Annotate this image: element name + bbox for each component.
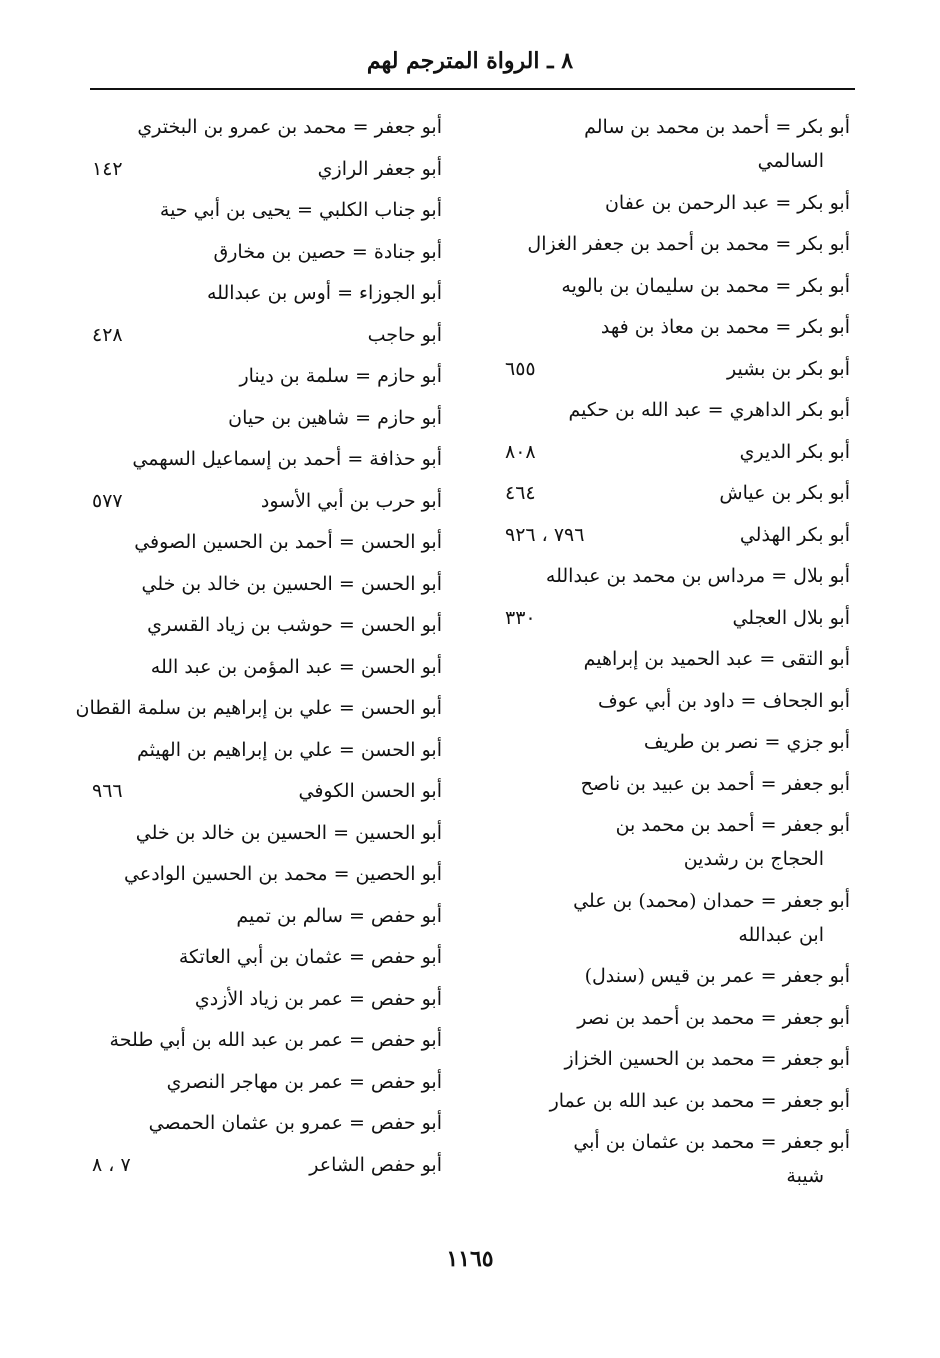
entry-name-text: أبو الحسن = علي بن إبراهيم بن الهيثم: [137, 738, 442, 761]
entry-name: [545, 435, 850, 469]
entry-name: [545, 808, 850, 876]
entry-name: [584, 518, 850, 552]
entry-name: [545, 310, 850, 344]
entry-name-text: أبو بكر = محمد بن معاذ بن فهد: [600, 316, 850, 338]
entry-name: [132, 359, 442, 393]
page-number: ١١٦٥: [446, 1246, 494, 1272]
entry-name-text: أبو الحصين = محمد بن الحسين الوادعي: [124, 863, 442, 885]
entry-name-text: أبو بكر = محمد بن سليمان بن بالويه: [561, 274, 850, 297]
entry-name-text: أبو بكر الهذلي: [739, 523, 850, 546]
entry-name-continuation: شيبة: [786, 1165, 824, 1187]
entry-name: [132, 899, 442, 933]
index-entry: [505, 393, 850, 427]
entry-name: [545, 1042, 850, 1076]
entry-name: [132, 650, 442, 684]
entry-pages: ٦٥٥: [505, 357, 536, 380]
index-entry: [92, 650, 442, 684]
entry-name-text: أبو بكر = عبد الرحمن بن عفان: [604, 191, 850, 214]
index-entry: [92, 899, 442, 933]
entry-name-text: أبو حفص = سالم بن تميم: [236, 904, 442, 927]
index-entry: [505, 642, 850, 676]
entry-name-text: أبو حفص = عمر بن زياد الأزدي: [194, 987, 442, 1010]
entry-name-text: أبو حفص = عثمان بن أبي العاتكة: [178, 946, 442, 968]
entry-name: [545, 1001, 850, 1035]
entry-name-text: أبو التقى = عبد الحميد بن إبراهيم: [583, 648, 850, 670]
entry-name-text: أبو جعفر = أحمد بن عبيد بن ناصح: [580, 772, 850, 795]
entry-name: [132, 1148, 442, 1182]
entry-name-text: أبو بكر = محمد بن أحمد بن جعفر الغزال: [527, 233, 850, 255]
entry-name: [545, 884, 850, 952]
index-entry: [505, 959, 850, 993]
index-entry: [92, 152, 442, 186]
entry-name-text: أبو حفص = عمر بن مهاجر النصري: [166, 1070, 442, 1093]
entry-name-text: أبو جعفر = محمد بن عثمان بن أبي: [573, 1131, 850, 1153]
entry-name-text: أبو الحسن الكوفي: [298, 780, 442, 802]
index-entry: [75, 691, 442, 725]
index-entry: [505, 884, 850, 952]
entry-pages: ٩٦٦: [92, 780, 123, 802]
entry-name: [132, 110, 442, 144]
entry-name-text: أبو الحسن = الحسين بن خالد بن خلي: [141, 572, 442, 595]
entry-name-text: أبو بلال العجلي: [732, 606, 850, 629]
entry-name: [132, 318, 442, 352]
index-entry: [92, 484, 442, 518]
entry-name: [132, 401, 442, 435]
entry-name-text: أبو جعفر = أحمد بن محمد بن: [615, 814, 850, 836]
entry-name-text: أبو جعفر = عمر بن قيس (سندل): [584, 965, 850, 987]
entry-name: [132, 276, 442, 310]
entry-name-continuation: السالمي: [757, 150, 824, 172]
index-entry: [505, 559, 850, 593]
index-entry: [92, 110, 442, 144]
index-entry: [505, 1042, 850, 1076]
left-column: [75, 110, 442, 1189]
entry-name: [132, 442, 442, 476]
index-entry: [505, 269, 850, 303]
entry-name-text: أبو الجوزاء = أوس بن عبدالله: [206, 282, 442, 304]
index-entry: [92, 442, 442, 476]
index-entry: [505, 767, 850, 801]
entry-name: [132, 567, 442, 601]
index-entry: [92, 733, 442, 767]
entry-name-text: أبو بكر الديري: [739, 440, 850, 463]
index-entry: [505, 310, 850, 344]
index-entry: [505, 601, 850, 635]
entry-name: [132, 982, 442, 1016]
entry-pages: ١٤٢: [92, 157, 123, 180]
right-column: [505, 110, 850, 1201]
entry-name-text: أبو حفص = عمر بن عبد الله بن أبي طلحة: [109, 1029, 442, 1051]
entry-name: [132, 940, 442, 974]
entry-name-text: أبو الجحاف = داود بن أبي عوف: [597, 689, 850, 712]
entry-name: [545, 642, 850, 676]
entry-name-text: أبو جعفر = حمدان (محمد) بن علي: [573, 889, 850, 912]
entry-name: [545, 725, 850, 759]
entry-name-text: أبو حفص الشاعر: [309, 1153, 442, 1176]
index-entry: [92, 1106, 442, 1140]
index-entry: [505, 110, 850, 178]
entry-name-text: أبو حازم = شاهين بن حيان: [228, 406, 442, 429]
entry-name-text: أبو جناب الكلبي = يحيى بن أبي حية: [159, 199, 442, 221]
entry-name: [545, 269, 850, 303]
entry-name-text: أبو بكر الداهري = عبد الله بن حكيم: [568, 399, 850, 421]
index-entry: [505, 476, 850, 510]
entry-pages: ٥٧٧: [92, 489, 123, 512]
entry-name-continuation: الحجاج بن رشدين: [683, 848, 824, 870]
entry-pages: ٤٢٨: [92, 323, 123, 346]
entry-name: [545, 959, 850, 993]
entry-name-text: أبو بكر بن بشير: [727, 357, 850, 380]
entry-name: [545, 110, 850, 178]
index-entry: [92, 940, 442, 974]
entry-name-text: أبو بكر = أحمد بن محمد بن سالم: [584, 116, 850, 138]
index-entry: [505, 684, 850, 718]
index-entry: [505, 518, 850, 552]
index-entry: [92, 193, 442, 227]
entry-pages: ٣٣٠: [505, 606, 536, 629]
entry-name-text: أبو جعفر = محمد بن عمرو بن البختري: [137, 116, 442, 138]
entry-name: [545, 393, 850, 427]
entry-name: [132, 1065, 442, 1099]
entry-name-text: أبو جعفر الرازي: [317, 157, 442, 180]
index-entry: [92, 1023, 442, 1057]
entry-name: [545, 601, 850, 635]
entry-pages: ٤٦٤: [505, 482, 536, 504]
index-entry: [92, 401, 442, 435]
entry-name: [545, 186, 850, 220]
entry-pages: ٧ ، ٨: [92, 1153, 131, 1176]
entry-name-text: أبو جعفر = محمد بن أحمد بن نصر: [577, 1006, 850, 1029]
entry-name-text: أبو جعفر = محمد بن الحسين الخزاز: [564, 1048, 850, 1070]
entry-name-text: أبو جزي = نصر بن طريف: [643, 731, 850, 753]
index-entry: [92, 774, 442, 808]
entry-name: [132, 774, 442, 808]
entry-name-text: أبو الحسن = علي بن إبراهيم بن سلمة القطان: [75, 697, 442, 719]
entry-name: [545, 476, 850, 510]
entry-name: [132, 152, 442, 186]
index-entry: [505, 808, 850, 876]
entry-name: [545, 352, 850, 386]
entry-name: [545, 767, 850, 801]
index-entry: [92, 1148, 442, 1182]
index-entry: [505, 1001, 850, 1035]
index-entry: [505, 725, 850, 759]
entry-name: [132, 608, 442, 642]
index-entry: [505, 1084, 850, 1118]
entry-name-text: أبو الحسين = الحسين بن خالد بن خلي: [135, 821, 442, 844]
entry-name-text: أبو جعفر = محمد بن عبد الله بن عمار: [549, 1089, 850, 1112]
index-entry: [92, 1065, 442, 1099]
entry-name-text: أبو حفص = عمرو بن عثمان الحمصي: [148, 1112, 442, 1134]
index-entry: [92, 567, 442, 601]
entry-name-continuation: ابن عبدالله: [738, 923, 824, 946]
entry-name: [545, 684, 850, 718]
index-entry: [92, 608, 442, 642]
index-entry: [92, 318, 442, 352]
entry-name: [527, 227, 850, 261]
entry-name-text: أبو الحسن = عبد المؤمن بن عبد الله: [150, 655, 442, 678]
index-entry: [505, 186, 850, 220]
index-entry: [92, 816, 442, 850]
entry-name: [132, 816, 442, 850]
entry-name-text: أبو جنادة = حصين بن مخارق: [213, 240, 442, 263]
index-entry: [505, 1125, 850, 1193]
index-entry: [92, 276, 442, 310]
entry-name: [132, 733, 442, 767]
index-entry: [505, 227, 850, 261]
entry-name: [545, 559, 850, 593]
entry-name: [132, 193, 442, 227]
index-entry: [505, 435, 850, 469]
entry-name: [545, 1125, 850, 1193]
index-entry: [92, 857, 442, 891]
entry-name: [545, 1084, 850, 1118]
entry-name: [132, 1106, 442, 1140]
entry-name: [76, 691, 442, 725]
entry-name: [132, 484, 442, 518]
entry-name-text: أبو الحسن = حوشب بن زياد القسري: [147, 614, 442, 636]
entry-name-text: أبو حازم = سلمة بن دينار: [239, 365, 442, 387]
index-entry: [505, 352, 850, 386]
entry-pages: ٧٩٦ ، ٩٢٦: [505, 523, 585, 546]
entry-name-text: أبو حذافة = أحمد بن إسماعيل السهمي: [132, 448, 442, 470]
entry-name-text: أبو بلال = مرداس بن محمد بن عبدالله: [545, 565, 850, 587]
entry-name-text: أبو حرب بن أبي الأسود: [260, 489, 442, 512]
entry-name-text: أبو الحسن = أحمد بن الحسين الصوفي: [134, 531, 442, 553]
entry-name-text: أبو بكر بن عياش: [719, 482, 850, 504]
index-entry: [92, 525, 442, 559]
entry-name: [110, 1023, 442, 1057]
entry-name: [124, 857, 442, 891]
index-entry: [92, 982, 442, 1016]
page-header: ٨ ـ الرواة المترجم لهم: [366, 48, 574, 74]
entry-pages: ٨٠٨: [505, 440, 536, 463]
entry-name-text: أبو حاجب: [367, 323, 442, 346]
index-entry: [92, 235, 442, 269]
entry-name: [132, 235, 442, 269]
header-rule: [90, 88, 855, 90]
entry-name: [132, 525, 442, 559]
index-entry: [92, 359, 442, 393]
